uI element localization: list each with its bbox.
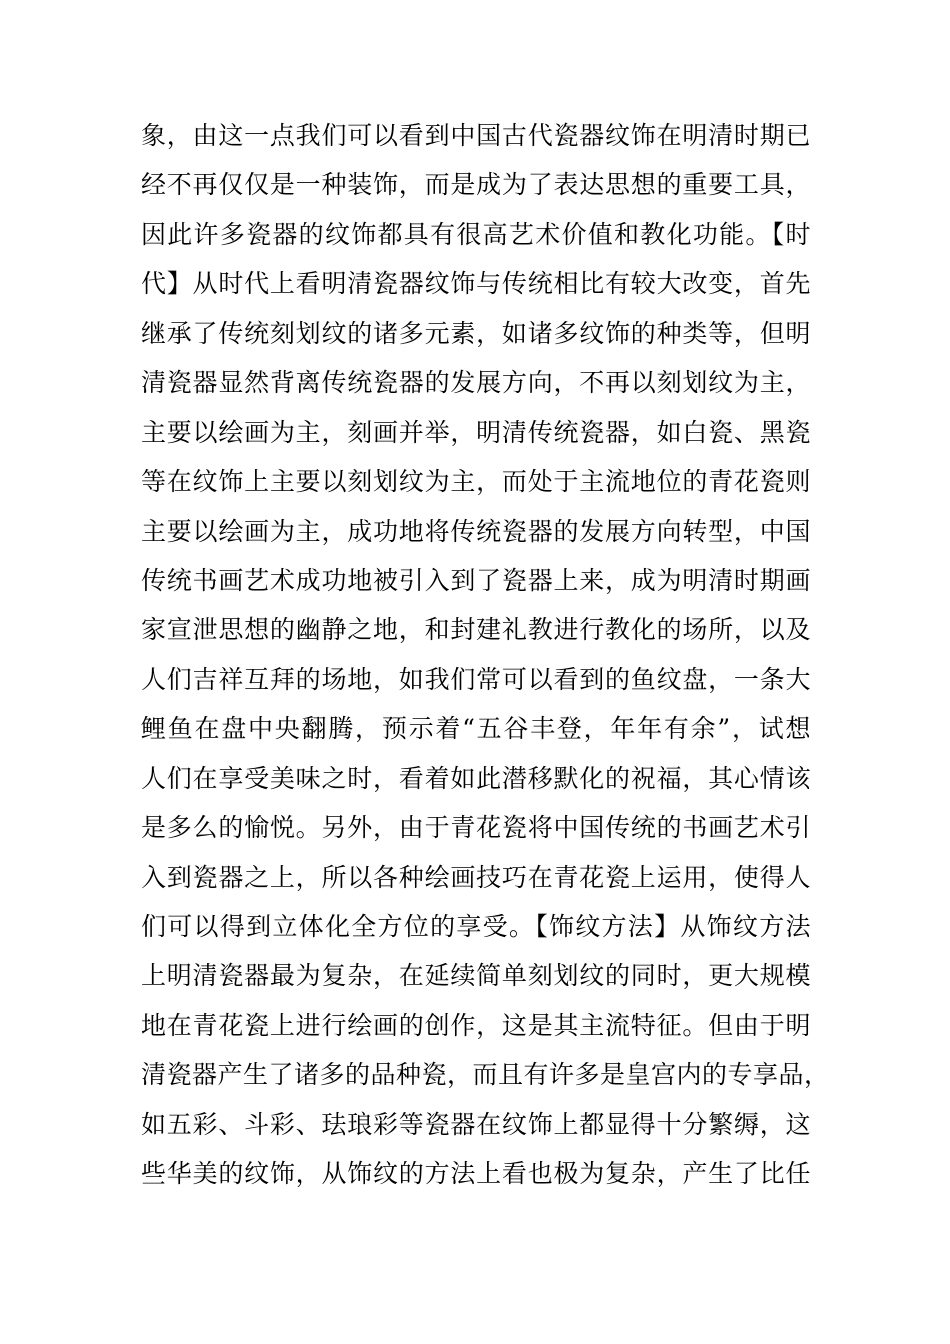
body-paragraph — [141, 114, 830, 1202]
text-line: 人们吉祥互拜的场地，如我们常可以看到的鱼纹盘，一条大 — [141, 664, 811, 694]
text-line: 继承了传统刻划纹的诸多元素，如诸多纹饰的种类等，但明 — [141, 318, 811, 348]
text-line: 入到瓷器之上，所以各种绘画技巧在青花瓷上运用，使得人 — [141, 862, 811, 892]
text-line: 清瓷器产生了诸多的品种瓷，而且有许多是皇宫内的专享品， — [141, 1060, 830, 1090]
text-line: 如五彩、斗彩、珐琅彩等瓷器在纹饰上都显得十分繁缛，这 — [141, 1109, 811, 1139]
text-line: 主要以绘画为主，成功地将传统瓷器的发展方向转型，中国 — [141, 516, 811, 546]
text-line: 主要以绘画为主，刻画并举，明清传统瓷器，如白瓷、黑瓷 — [141, 417, 811, 447]
text-line: 传统书画艺术成功地被引入到了瓷器上来，成为明清时期画 — [141, 565, 811, 595]
text-line: 地在青花瓷上进行绘画的创作，这是其主流特征。但由于明 — [141, 1010, 811, 1040]
text-line: 因此许多瓷器的纹饰都具有很高艺术价值和教化功能。【时 — [141, 219, 811, 249]
text-line: 象，由这一点我们可以看到中国古代瓷器纹饰在明清时期已 — [141, 121, 811, 150]
text-line: 人们在享受美味之时，看着如此潜移默化的祝福，其心情该 — [141, 763, 811, 793]
text-line: 经不再仅仅是一种装饰，而是成为了表达思想的重要工具， — [141, 170, 811, 200]
text-line: 代】从时代上看明清瓷器纹饰与传统相比有较大改变，首先 — [141, 269, 811, 299]
text-line: 上明清瓷器最为复杂，在延续简单刻划纹的同时，更大规模 — [141, 961, 811, 991]
text-line: 等在纹饰上主要以刻划纹为主，而处于主流地位的青花瓷则 — [141, 467, 811, 497]
text-line: 鲤鱼在盘中央翻腾，预示着“五谷丰登，年年有余”，试想 — [141, 714, 811, 744]
text-line: 是多么的愉悦。另外，由于青花瓷将中国传统的书画艺术引 — [141, 813, 811, 843]
text-line: 家宣泄思想的幽静之地，和封建礼教进行教化的场所，以及 — [141, 615, 811, 645]
text-line: 些华美的纹饰，从饰纹的方法上看也极为复杂，产生了比任 — [141, 1159, 811, 1189]
text-line: 们可以得到立体化全方位的享受。【饰纹方法】从饰纹方法 — [141, 912, 811, 941]
text-line: 清瓷器显然背离传统瓷器的发展方向，不再以刻划纹为主， — [141, 368, 811, 398]
